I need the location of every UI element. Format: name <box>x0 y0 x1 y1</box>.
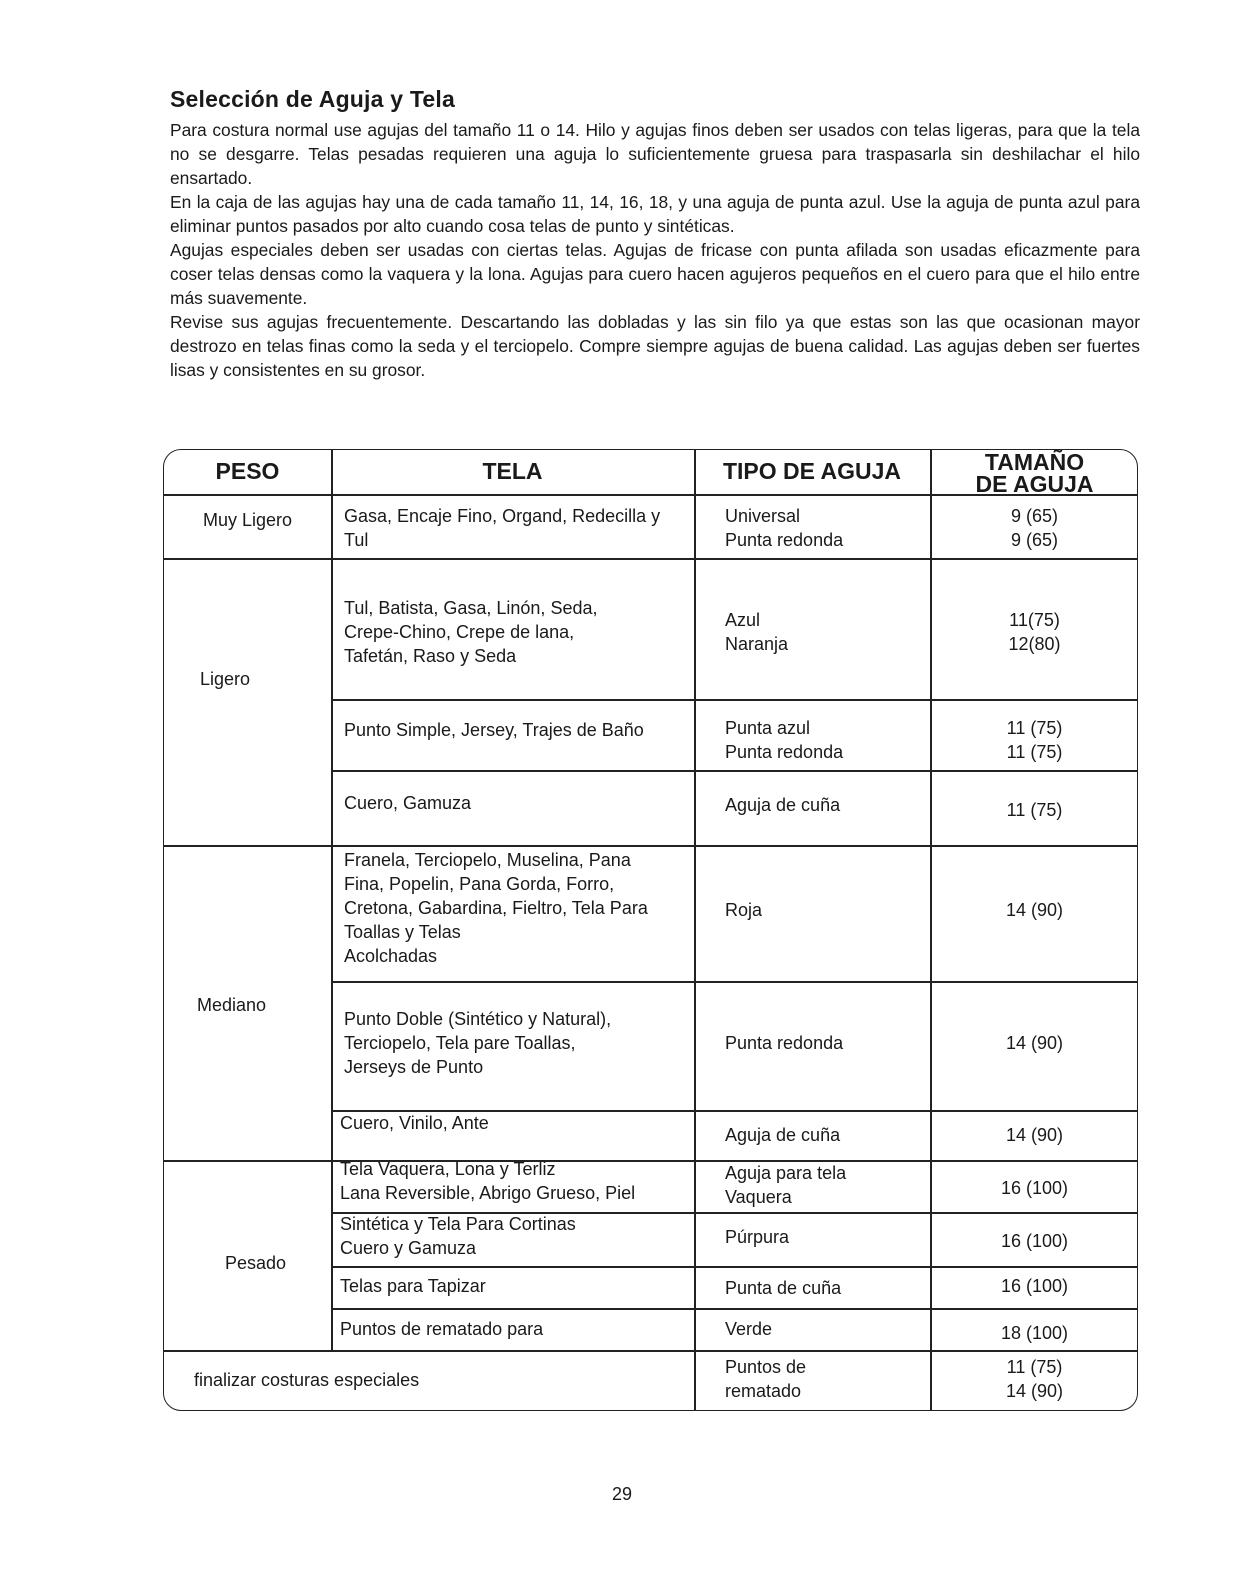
tipo-aguja-cell-line: Punta redonda <box>725 1033 844 1053</box>
tipo-aguja-cell-line: Punta redonda <box>725 530 844 550</box>
tamano-aguja-cell <box>930 716 1138 764</box>
tipo-aguja-cell-line: Punta azul <box>725 718 811 738</box>
paragraph: En la caja de las agujas hay una de cada tamaño 11, 14, 16, 18, y una aguja de punta azul. Use la aguja de punta azul para eliminar puntos pasados por alto cuando cosa telas de punto y sintéticas. <box>170 192 1140 236</box>
tela-cell-line: Puntos de rematado para <box>340 1319 544 1339</box>
tamano-aguja-cell <box>930 1123 1138 1147</box>
tipo-aguja-cell-line: Púrpura <box>725 1227 790 1247</box>
header-tamano-aguja <box>930 451 1138 495</box>
tela-cell <box>344 718 689 742</box>
needle-fabric-table <box>163 449 1138 1411</box>
tela-cell-line: Cuero, Vinilo, Ante <box>340 1113 489 1133</box>
tela-cell-line: Telas para Tapizar <box>340 1276 486 1296</box>
tipo-aguja-cell-line: Aguja para tela <box>725 1163 847 1183</box>
tela-cell-line: Acolchadas <box>344 946 438 966</box>
tela-cell <box>340 1212 685 1260</box>
tela-cell <box>194 1368 674 1392</box>
tamano-aguja-cell <box>930 898 1138 922</box>
tamano-aguja-cell-line: 11 (75) <box>1006 800 1063 820</box>
page-number: 29 <box>611 1484 633 1504</box>
tela-cell <box>344 596 689 668</box>
tela-cell-line: Tafetán, Raso y Seda <box>344 646 517 666</box>
tipo-aguja-cell-line: Punta redonda <box>725 742 844 762</box>
tipo-aguja-cell-line: Punta de cuña <box>725 1278 842 1298</box>
tela-cell-line: Lana Reversible, Abrigo Grueso, Piel <box>340 1183 636 1203</box>
tela-cell <box>344 1007 689 1079</box>
tela-cell <box>340 1317 685 1341</box>
tipo-aguja-cell <box>725 1355 925 1403</box>
tela-cell-line: finalizar costuras especiales <box>194 1370 420 1390</box>
tipo-aguja-cell <box>725 1123 925 1147</box>
tela-cell <box>340 1157 685 1205</box>
tela-cell-line: Terciopelo, Tela pare Toallas, <box>344 1033 576 1053</box>
tela-cell-line: Franela, Terciopelo, Muselina, Pana <box>344 850 631 870</box>
tela-cell-line: Tul, Batista, Gasa, Linón, Seda, <box>344 598 598 618</box>
tamano-aguja-cell-line: 16 (100) <box>1000 1178 1069 1198</box>
paragraph: Revise sus agujas frecuentemente. Descartando las dobladas y las sin filo ya que estas son las que ocasionan mayor destrozo en telas finas como la seda y el terciopelo. Compre siempre agujas de buena calidad. Las agujas deben ser fuertes lisas y consistentes en su grosor. <box>170 312 1140 380</box>
tamano-aguja-cell-line: 9 (65) <box>1010 530 1059 550</box>
tela-cell-line: Crepe-Chino, Crepe de lana, <box>344 622 575 642</box>
tipo-aguja-cell-line: rematado <box>725 1381 802 1401</box>
tela-cell-line: Punto Doble (Sintético y Natural), <box>344 1009 612 1029</box>
tipo-aguja-cell-line: Azul <box>725 610 761 630</box>
tela-cell-line: Tela Vaquera, Lona y Terliz <box>340 1159 556 1179</box>
header-tamano-line2: DE AGUJA <box>975 471 1094 497</box>
tamano-aguja-cell <box>930 1031 1138 1055</box>
tela-cell-line: Gasa, Encaje Fino, Organd, Redecilla y <box>344 506 661 526</box>
tipo-aguja-cell <box>725 716 925 764</box>
tipo-aguja-cell-line: Vaquera <box>725 1187 792 1207</box>
tamano-aguja-cell-line: 14 (90) <box>1005 1381 1064 1401</box>
tipo-aguja-cell <box>725 1225 925 1249</box>
header-tela: TELA <box>482 458 543 484</box>
paragraph: Agujas especiales deben ser usadas con ciertas telas. Agujas de fricase con punta afilada son usadas eficazmente para coser telas densas como la vaquera y la lona. Agujas para cuero hacen agujeros pequeños en el cuero para que el hilo entre más suavemente. <box>170 240 1140 308</box>
tela-cell-line: Fina, Popelin, Pana Gorda, Forro, <box>344 874 615 894</box>
tamano-aguja-cell <box>930 608 1138 656</box>
tela-cell-line: Tul <box>344 530 369 550</box>
weight-mediano: Mediano <box>197 995 267 1015</box>
tipo-aguja-cell <box>725 504 925 552</box>
tamano-aguja-cell-line: 9 (65) <box>1010 506 1059 526</box>
tamano-aguja-cell-line: 14 (90) <box>1005 1125 1064 1145</box>
weight-muy-ligero: Muy Ligero <box>202 510 293 530</box>
tipo-aguja-cell-line: Aguja de cuña <box>725 795 841 815</box>
header-tamano-line1: TAMAÑO <box>984 449 1085 475</box>
tipo-aguja-cell <box>725 1317 925 1341</box>
tela-cell-line: Toallas y Telas <box>344 922 461 942</box>
tipo-aguja-cell <box>725 1031 925 1055</box>
tamano-aguja-cell-line: 12(80) <box>1008 634 1061 654</box>
page-title: Selección de Aguja y Tela <box>170 86 455 112</box>
tela-cell <box>344 848 689 968</box>
tela-cell-line: Cuero, Gamuza <box>344 793 472 813</box>
tipo-aguja-cell-line: Naranja <box>725 634 789 654</box>
tipo-aguja-cell-line: Roja <box>725 900 763 920</box>
tamano-aguja-cell-line: 11(75) <box>1009 610 1060 630</box>
tipo-aguja-cell <box>725 1276 925 1300</box>
intro-text <box>170 118 1140 382</box>
tela-cell <box>340 1111 685 1135</box>
tipo-aguja-cell <box>725 898 925 922</box>
tamano-aguja-cell <box>930 1355 1138 1403</box>
header-peso: PESO <box>215 458 280 484</box>
tamano-aguja-cell-line: 18 (100) <box>1000 1323 1069 1343</box>
tela-cell <box>344 504 689 552</box>
tipo-aguja-cell-line: Puntos de <box>725 1357 807 1377</box>
tela-cell-line: Punto Simple, Jersey, Trajes de Baño <box>344 720 644 740</box>
tipo-aguja-cell <box>725 793 925 817</box>
tipo-aguja-cell-line: Aguja de cuña <box>725 1125 841 1145</box>
tela-cell-line: Jerseys de Punto <box>344 1057 484 1077</box>
tipo-aguja-cell-line: Universal <box>725 506 801 526</box>
tamano-aguja-cell <box>930 798 1138 822</box>
tamano-aguja-cell <box>930 504 1138 552</box>
tipo-aguja-cell <box>725 1161 925 1209</box>
tamano-aguja-cell-line: 16 (100) <box>1000 1231 1069 1251</box>
header-tipo-aguja: TIPO DE AGUJA <box>722 458 902 484</box>
tamano-aguja-cell <box>930 1321 1138 1345</box>
tamano-aguja-cell-line: 14 (90) <box>1005 1033 1064 1053</box>
tipo-aguja-cell-line: Verde <box>725 1319 773 1339</box>
tamano-aguja-cell <box>930 1274 1138 1298</box>
tamano-aguja-cell-line: 14 (90) <box>1005 900 1064 920</box>
tipo-aguja-cell <box>725 608 925 656</box>
tela-cell-line: Sintética y Tela Para Cortinas <box>340 1214 576 1234</box>
weight-pesado: Pesado <box>225 1253 287 1273</box>
weight-ligero: Ligero <box>200 669 251 689</box>
tela-cell <box>340 1274 685 1298</box>
tamano-aguja-cell-line: 11 (75) <box>1006 718 1063 738</box>
tela-cell-line: Cuero y Gamuza <box>340 1238 477 1258</box>
tamano-aguja-cell-line: 16 (100) <box>1000 1276 1069 1296</box>
tamano-aguja-cell <box>930 1229 1138 1253</box>
tela-cell <box>344 791 689 815</box>
tela-cell-line: Cretona, Gabardina, Fieltro, Tela Para <box>344 898 648 918</box>
tamano-aguja-cell <box>930 1176 1138 1200</box>
tamano-aguja-cell-line: 11 (75) <box>1006 742 1063 762</box>
tamano-aguja-cell-line: 11 (75) <box>1006 1357 1063 1377</box>
paragraph: Para costura normal use agujas del tamaño 11 o 14. Hilo y agujas finos deben ser usados con telas ligeras, para que la tela no se desgarre. Telas pesadas requieren una aguja lo suficientemente gruesa para traspasarla sin deshilachar el hilo ensartado. <box>170 120 1140 188</box>
